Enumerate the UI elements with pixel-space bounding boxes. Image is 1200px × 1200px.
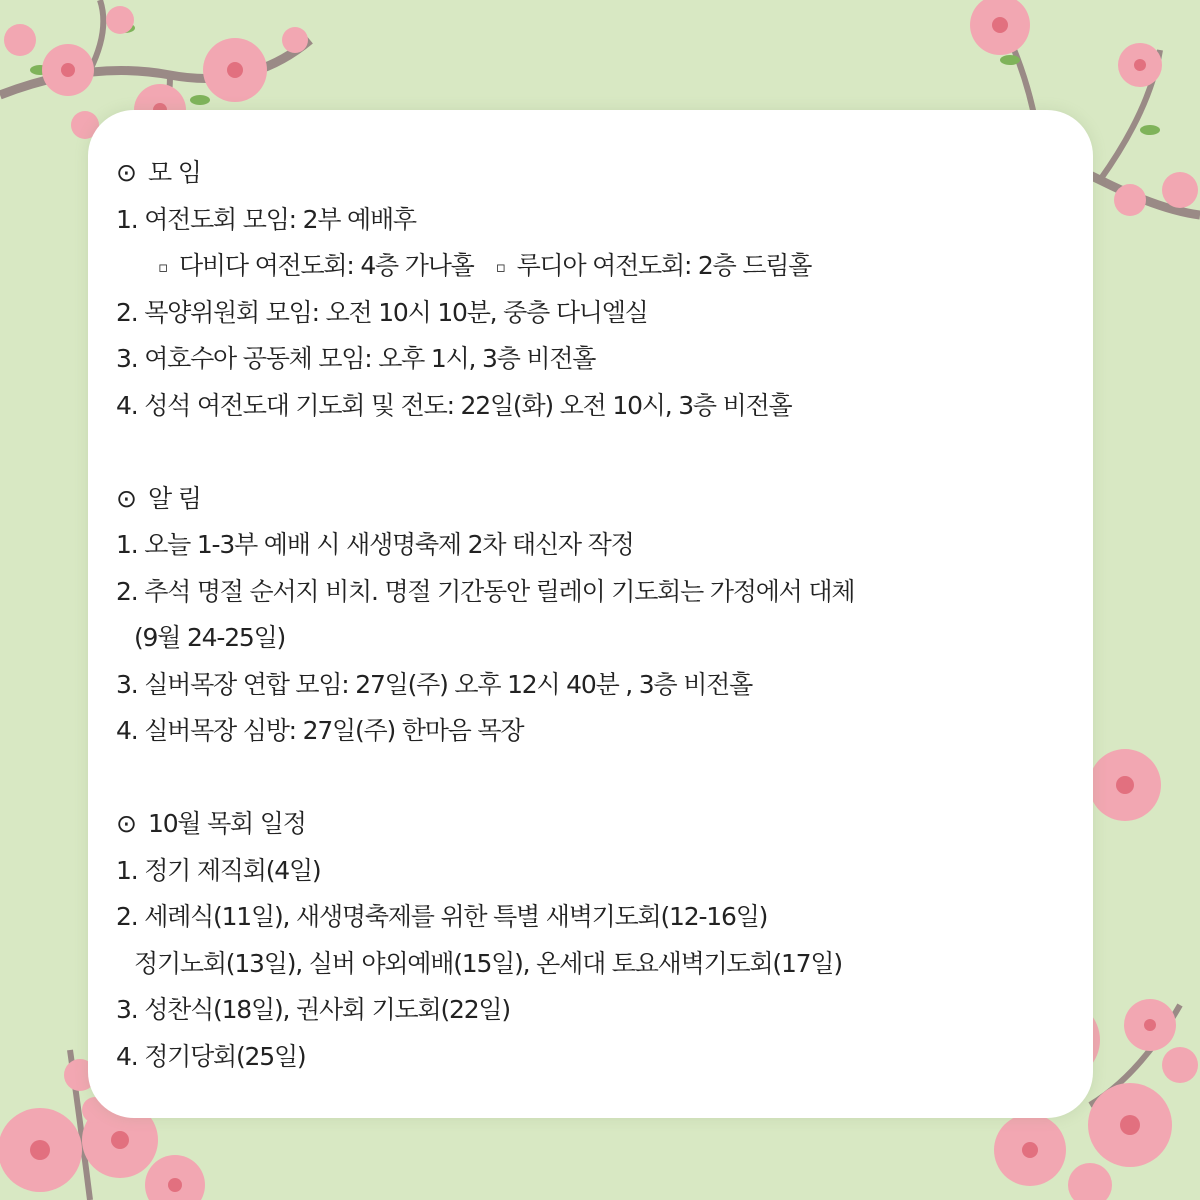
- list-item: 4. 실버목장 심방: 27일(주) 한마음 목장: [116, 716, 524, 745]
- list-item: 2. 세례식(11일), 새생명축제를 위한 특별 새벽기도회(12-16일): [116, 902, 768, 931]
- list-item: 1. 정기 제직회(4일): [116, 855, 321, 885]
- list-item: 3. 여호수아 공동체 모임: 오후 1시, 3층 비전홀: [116, 344, 596, 373]
- square-bullet-icon: ▫: [495, 257, 505, 276]
- section-heading-notices: ⊙ 알 림: [116, 476, 1016, 523]
- list-item: 3. 성찬식(18일), 권사회 기도회(22일): [116, 995, 510, 1024]
- square-bullet-icon: ▫: [158, 257, 167, 276]
- section-bullet-icon: ⊙: [116, 158, 136, 187]
- list-item: 2. 목양위원회 모임: 오전 10시 10분, 중층 다니엘실: [116, 297, 648, 327]
- list-item: 3. 실버목장 연합 모임: 27일(주) 오후 12시 40분 , 3층 비전홀: [116, 669, 753, 699]
- section-heading-october-schedule: ⊙ 10월 목회 일정: [116, 801, 1016, 848]
- notice-content: [116, 150, 1016, 1080]
- cherry-blossom-right: [1085, 740, 1165, 830]
- list-item: 1. 여전도회 모임: 2부 예배후: [116, 204, 416, 234]
- section-bullet-icon: ⊙: [116, 809, 136, 838]
- section-heading-meetings: ⊙ 모 임: [116, 150, 1016, 197]
- list-item: 4. 성석 여전도대 기도회 및 전도: 22일(화) 오전 10시, 3층 비전홀: [116, 390, 792, 420]
- sub-list-item: ▫ 다비다 여전도회: 4층 가나홀 ▫ 루디아 여전도회: 2층 드림홀: [116, 243, 1016, 290]
- list-item: 4. 정기당회(25일): [116, 1041, 306, 1071]
- list-item: 2. 추석 명절 순서지 비치. 명절 기간동안 릴레이 기도회는 가정에서 대체: [116, 576, 855, 606]
- list-item: 1. 오늘 1-3부 예배 시 새생명축제 2차 태신자 작정: [116, 530, 634, 559]
- list-item-continuation: (9월 24-25일): [134, 623, 286, 652]
- section-bullet-icon: ⊙: [116, 483, 136, 513]
- list-item-continuation: 정기노회(13일), 실버 야외예배(15일), 온세대 토요새벽기도회(17일): [134, 948, 842, 978]
